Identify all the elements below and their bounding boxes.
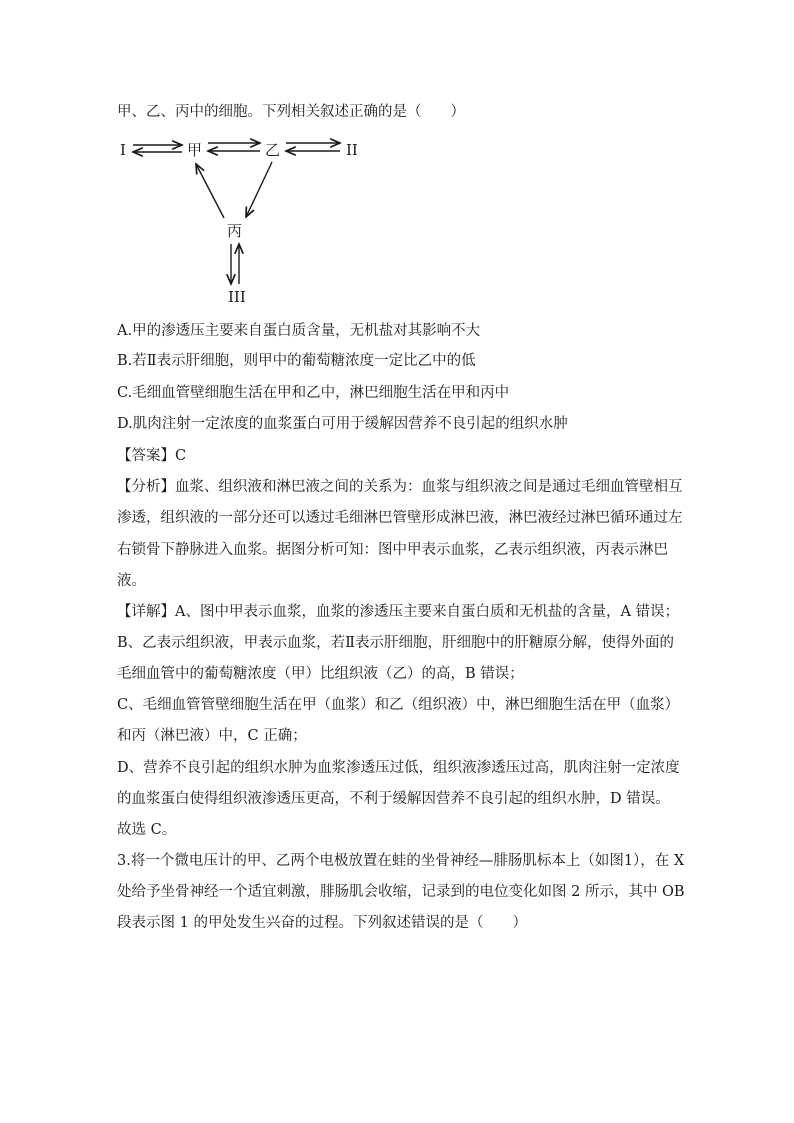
arrow-yi-to-bing bbox=[246, 162, 272, 217]
node-yi: 乙 bbox=[265, 141, 281, 159]
option-c: C.毛细血管壁细胞生活在甲和乙中，淋巴细胞生活在甲和丙中 bbox=[117, 385, 510, 401]
answer: 【答案】C bbox=[117, 448, 187, 464]
next-question-line: 处给予坐骨神经一个适宜刺激，腓肠肌会收缩，记录到的电位变化如图 2 所示，其中 OB bbox=[117, 884, 685, 900]
detail-line: 和丙（淋巴液）中，C 正确； bbox=[117, 728, 307, 744]
analysis-line: 渗透，组织液的一部分还可以透过毛细淋巴管壁形成淋巴液，淋巴液经过淋巴循环通过左 bbox=[117, 510, 683, 526]
option-a: A.甲的渗透压主要来自蛋白质含量，无机盐对其影响不大 bbox=[117, 323, 481, 339]
node-III: III bbox=[228, 288, 246, 306]
detail-line: D、营养不良引起的组织水肿为血浆渗透压过低，组织液渗透压过高，肌肉注射一定浓度 bbox=[117, 760, 680, 776]
fluid-relationship-diagram bbox=[100, 130, 380, 310]
option-d: D.肌肉注射一定浓度的血浆蛋白可用于缓解因营养不良引起的组织水肿 bbox=[117, 416, 568, 432]
analysis-line: 液。 bbox=[117, 573, 146, 589]
analysis-line: 右锁骨下静脉进入血浆。据图分析可知：图中甲表示血浆，乙表示组织液，丙表示淋巴 bbox=[117, 542, 668, 558]
node-bing: 丙 bbox=[227, 222, 243, 240]
next-question-line: 3.将一个微电压计的甲、乙两个电极放置在蛙的坐骨神经—腓肠肌标本上（如图1），在 X bbox=[117, 853, 685, 869]
node-I: I bbox=[120, 141, 126, 159]
next-question-line: 段表示图 1 的甲处发生兴奋的过程。下列叙述错误的是（ ） bbox=[117, 915, 527, 931]
detail-line: B、乙表示组织液，甲表示血浆，若Ⅱ表示肝细胞，肝细胞中的肝糖原分解，使得外面的 bbox=[117, 635, 675, 651]
analysis-line: 【分析】血浆、组织液和淋巴液之间的关系为：血浆与组织液之间是通过毛细血管壁相互 bbox=[117, 479, 683, 495]
node-II: II bbox=[346, 141, 358, 159]
question-stem: 甲、乙、丙中的细胞。下列相关叙述正确的是（ ） bbox=[117, 104, 465, 120]
detail-line: C、毛细血管管壁细胞生活在甲（血浆）和乙（组织液）中，淋巴细胞生活在甲（血浆） bbox=[117, 697, 680, 713]
detail-line: 【详解】A、图中甲表示血浆，血浆的渗透压主要来自蛋白质和无机盐的含量，A 错误； bbox=[117, 604, 680, 620]
node-jia: 甲 bbox=[187, 141, 203, 159]
option-b: B.若Ⅱ表示肝细胞，则甲中的葡萄糖浓度一定比乙中的低 bbox=[117, 353, 476, 369]
detail-line: 故选 C。 bbox=[117, 822, 177, 838]
arrow-bing-to-jia bbox=[196, 164, 224, 218]
detail-line: 的血浆蛋白使得组织液渗透压更高，不利于缓解因营养不良引起的组织水肿，D 错误。 bbox=[117, 791, 670, 807]
detail-line: 毛细血管中的葡萄糖浓度（甲）比组织液（乙）的高，B 错误； bbox=[117, 666, 524, 682]
